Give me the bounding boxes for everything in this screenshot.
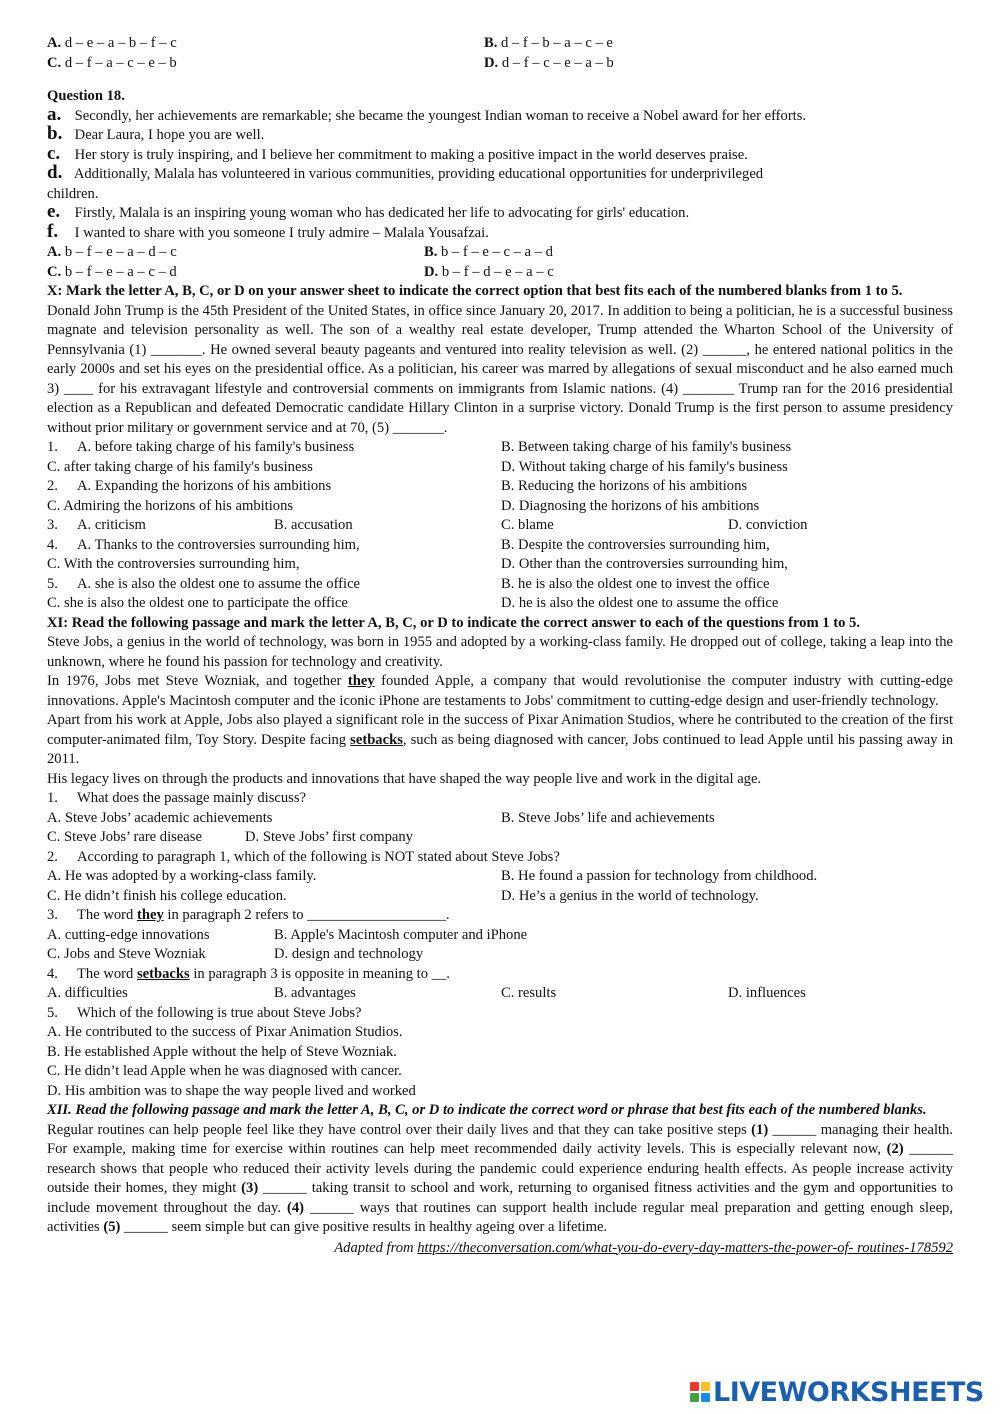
xi-q5-option-a: A. He contributed to the success of Pixar Animation Studios.	[47, 1024, 403, 1040]
x-q2-option-c: C. Admiring the horizons of his ambitions	[47, 497, 294, 514]
x-q5-row-1	[47, 575, 953, 595]
x-q2-row-2	[47, 497, 953, 517]
x-q5-option-b: B. he is also the oldest one to invest the office	[501, 575, 770, 592]
worksheet-page	[47, 34, 953, 1258]
xi-q5-option-c: C. He didn’t lead Apple when he was diagnosed with cancer.	[47, 1063, 402, 1079]
blank-3: (3)	[241, 1180, 259, 1196]
xi-q4-row	[47, 984, 953, 1004]
top-options-row-1	[47, 34, 953, 54]
xi-q3-option-a: A. cutting-edge innovations	[47, 926, 210, 943]
xi-q1-option-d: D. Steve Jobs’ first company	[245, 829, 413, 845]
x-q1-row-1	[47, 438, 953, 458]
top-option-a: A. d – e – a – b – f – c	[47, 35, 177, 51]
top-option-c: C. d – f – a – c – e – b	[47, 54, 177, 71]
xi-q2-option-b: B. He found a passion for technology from childhood.	[501, 868, 818, 884]
section-xii-passage: Regular routines can help people feel like they have control over their daily lives and that they can take positive steps (1) ______ managing their health. For example, making time for exercise within routines can help meet recommended daily activity levels. This is especially relevant now, (2) ______ research shows that people who reduced their activity levels during the pandemic could experience enduring health effects. As people increase activity outside their homes, they might (3) ______ taking transit to school and work, returning to organised fitness activities and the gym and opportunities to include movement throughout the day. (4) ______ ways that routines can support health include regular meal preparation and getting enough sleep, activities (5) ______ seem simple but can give positive results in healthy ageing over a lifetime.	[47, 1121, 954, 1235]
xi-q3-option-c: C. Jobs and Steve Wozniak	[47, 946, 206, 962]
section-xi-paragraph-2: In 1976, Jobs met Steve Wozniak, and together they founded Apple, a company that would revolutionise the computer industry with cutting-edge innovations. Apple's Macintosh computer and the iconic iPhone are testaments to Jobs' commitment to cutting-edge design and user-friendly technology.	[47, 673, 954, 709]
q18-item-e: e. Firstly, Malala is an inspiring young woman who has dedicated her life to advocating for girls' education.	[47, 201, 690, 222]
xi-q3-row-2	[47, 945, 953, 965]
xi-q1-row-1	[47, 809, 953, 829]
xi-q4-stem: 4. The word setbacks in paragraph 3 is opposite in meaning to __.	[47, 965, 450, 982]
xi-q5-option-d: D. His ambition was to shape the way people lived and worked	[47, 1082, 416, 1099]
q18-item-d-continued: children.	[47, 185, 99, 202]
q18-options-row-2	[47, 263, 953, 283]
xi-q1-row-2	[47, 828, 953, 848]
xi-q1-option-c: C. Steve Jobs’ rare disease	[47, 829, 202, 845]
x-q4-row-2	[47, 555, 953, 575]
x-q3-option-d: D. conviction	[728, 517, 808, 533]
blank-1: (1)	[751, 1121, 769, 1138]
x-q4-option-b: B. Despite the controversies surrounding him,	[501, 536, 770, 553]
x-q4-row-1	[47, 536, 953, 556]
section-xi-paragraph-3: Apart from his work at Apple, Jobs also played a significant role in the success of Pixar Animation Studios, where he contributed to the creation of the first computer-animated film, Toy Story. Despite facing setbacks, such as being diagnosed with cancer, Jobs continued to lead Apple until his passing away in 2011.	[47, 712, 953, 767]
q18-item-a: a. Secondly, her achievements are remarkable; she became the youngest Indian woman to receive a Nobel award for her efforts.	[47, 103, 807, 125]
xi-q2-row-1	[47, 867, 953, 887]
logo-square-red	[690, 1382, 699, 1391]
section-x-passage: Donald John Trump is the 45th President of the United States, in office since January 20, 2017. In addition to being a politician, he is a successful business magnate and television personality as well. The son of a wealthy real estate developer, Trump attended the Wharton School of the University of Pennsylvania (1) _______. He owned several beauty pageants and ventured into reality television as well. (2) ______, he entered national politics in the early 2000s and set his eyes on the presidential office. As a politician, his career was marred by allegations of sexual misconduct and he also earned much 3) ____ for his extravagant lifestyle and controversial comments on immigrants from Islamic nations. (4) _______ Trump ran for the 2016 presidential election as a Republican and defeated Democratic candidate Hillary Clinton in a surprise victory. Donald Trump is the first person to assume presidency without prior military or government service and at 70, (5) _______.	[47, 302, 953, 436]
xi-q5-option-b: B. He established Apple without the help of Steve Wozniak.	[47, 1043, 397, 1060]
x-q3-option-a: 3. A. criticism	[47, 517, 146, 533]
xi-q1-option-b: B. Steve Jobs’ life and achievements	[501, 809, 715, 826]
x-q1-option-a: 1. A. before taking charge of his family's business	[47, 439, 355, 455]
logo-square-blue	[701, 1393, 710, 1402]
x-q3-option-c: C. blame	[501, 517, 554, 533]
xi-q4-option-b: B. advantages	[274, 985, 356, 1001]
q18-options-row-1	[47, 243, 953, 263]
logo-square-green	[690, 1393, 699, 1402]
xi-q1-stem: 1. What does the passage mainly discuss?	[47, 790, 306, 806]
logo-mark-icon	[690, 1382, 710, 1402]
x-q2-option-d: D. Diagnosing the horizons of his ambitions	[501, 497, 760, 514]
x-q1-option-c: C. after taking charge of his family's business	[47, 458, 313, 475]
section-xi-paragraph-4: His legacy lives on through the products and innovations that have shaped the way people live and work in the digital age.	[47, 770, 762, 787]
xi-q2-option-a: A. He was adopted by a working-class family.	[47, 868, 317, 884]
top-option-b: B. d – f – b – a – c – e	[484, 35, 613, 51]
xi-q4-option-d: D. influences	[728, 985, 806, 1001]
q18-option-b: B. b – f – e – c – a – d	[424, 244, 553, 260]
blank-4: (4)	[286, 1199, 305, 1216]
x-q1-option-b: B. Between taking charge of his family's business	[501, 439, 792, 455]
blank-2: (2)	[886, 1141, 904, 1157]
source-link[interactable]: https://theconversation.com/what-you-do-every-day-matters-the-power-of- routines-178592	[417, 1239, 953, 1256]
xi-q1-option-a: A. Steve Jobs’ academic achievements	[47, 809, 273, 826]
section-xi-heading: XI: Read the following passage and mark the letter A, B, C, or D to indicate the correct answer to each of the questions from 1 to 5.	[47, 614, 860, 631]
source-citation: Adapted from https://theconversation.com/what-you-do-every-day-matters-the-power-of- routines-178592	[334, 1239, 953, 1256]
xi-q3-option-d: D. design and technology	[274, 946, 424, 962]
q18-item-f: f. I wanted to share with you someone I truly admire – Malala Yousafzai.	[47, 220, 489, 242]
x-q2-row-1	[47, 477, 953, 497]
keyword-setbacks: setbacks	[350, 731, 403, 748]
x-q5-row-2	[47, 594, 953, 614]
liveworksheets-logo	[690, 1377, 984, 1407]
q18-item-d: d. Additionally, Malala has volunteered in various communities, providing educational opportunities for underprivileged	[47, 162, 764, 183]
x-q3-option-b: B. accusation	[274, 517, 353, 533]
top-options-row-2	[47, 54, 953, 74]
x-q5-option-a: 5. A. she is also the oldest one to assume the office	[47, 575, 361, 592]
x-q2-option-b: B. Reducing the horizons of his ambitions	[501, 478, 748, 494]
x-q5-option-d: D. he is also the oldest one to assume the office	[501, 595, 779, 611]
x-q3-row	[47, 516, 953, 536]
q18-item-b: b. Dear Laura, I hope you are well.	[47, 123, 265, 144]
xi-q4-option-c: C. results	[501, 985, 557, 1001]
q18-option-c: C. b – f – e – a – c – d	[47, 263, 177, 280]
logo-text: LIVEWORKSHEETS	[713, 1376, 984, 1408]
section-xi-paragraph-1: Steve Jobs, a genius in the world of technology, was born in 1955 and adopted by a working-class family. He dropped out of college, taking a leap into the unknown, where he found his passion for technology and creativity.	[47, 634, 953, 670]
q18-option-a: A. b – f – e – a – d – c	[47, 244, 177, 260]
q18-option-d: D. b – f – d – e – a – c	[424, 263, 554, 280]
top-option-d: D. d – f – c – e – a – b	[484, 54, 614, 71]
x-q1-option-d: D. Without taking charge of his family's business	[501, 458, 788, 475]
keyword-they: they	[347, 673, 375, 689]
xi-q5-stem: 5. Which of the following is true about Steve Jobs?	[47, 1004, 362, 1021]
q18-item-c: c. Her story is truly inspiring, and I believe her commitment to making a positive impact in the world deserves praise.	[47, 142, 748, 164]
section-x-heading: X: Mark the letter A, B, C, or D on your answer sheet to indicate the correct option that best fits each of the numbered blanks from 1 to 5.	[47, 283, 903, 299]
xi-q2-row-2	[47, 887, 953, 907]
xi-q3-stem: 3. The word they in paragraph 2 refers to ___________________.	[47, 907, 450, 923]
section-xii-heading: XII. Read the following passage and mark the letter A, B, C, or D to indicate the correct word or phrase that best fits each of the numbered blanks.	[47, 1102, 927, 1118]
xi-q2-option-d: D. He’s a genius in the world of technology.	[501, 887, 759, 904]
question-18-title: Question 18.	[47, 88, 125, 104]
logo-square-yellow	[701, 1382, 710, 1391]
x-q2-option-a: 2. A. Expanding the horizons of his ambitions	[47, 478, 332, 494]
xi-q3-row-1	[47, 926, 953, 946]
x-q1-row-2	[47, 458, 953, 478]
x-q4-option-d: D. Other than the controversies surrounding him,	[501, 556, 788, 572]
xi-q2-stem: 2. According to paragraph 1, which of the following is NOT stated about Steve Jobs?	[47, 848, 560, 865]
x-q4-option-a: 4. A. Thanks to the controversies surrounding him,	[47, 536, 360, 553]
xi-q4-option-a: A. difficulties	[47, 985, 128, 1001]
xi-q2-option-c: C. He didn’t finish his college education.	[47, 887, 287, 904]
blank-5: (5)	[103, 1219, 121, 1235]
x-q4-option-c: C. With the controversies surrounding him,	[47, 556, 300, 572]
x-q5-option-c: C. she is also the oldest one to participate the office	[47, 595, 348, 611]
xi-q3-option-b: B. Apple's Macintosh computer and iPhone	[274, 926, 528, 943]
